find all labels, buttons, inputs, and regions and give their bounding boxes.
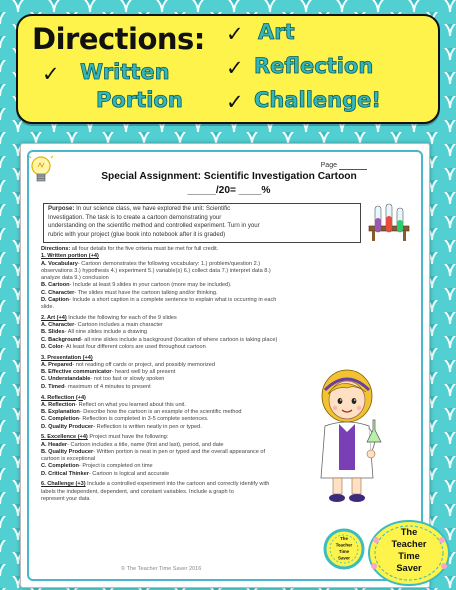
rubric-line-label: A. Header — [41, 441, 68, 448]
rubric-line-label: 3. Presentation (+4) — [41, 354, 93, 361]
rubric-line-text: - Cartoon demonstrates the following vocabulary: 1.) problem/question 2.) — [77, 260, 261, 267]
rubric-line — [41, 322, 413, 329]
rubric-line-text: - Describe how the cartoon is an example of the scientific method — [79, 409, 242, 416]
rubric-line-text: observations 3.) hypothesis 4.) experiment 5.) variable(s) 6.) collect data 7.) interpret data 8.) — [41, 267, 271, 274]
rubric-line-label: D. Critical Thinker — [41, 470, 89, 477]
rubric-line-label: 5. Excellence (+4) — [41, 434, 88, 441]
rubric-line-text: - not too fast or slowly spoken — [90, 376, 165, 383]
directions-title: Directions: — [32, 22, 205, 56]
rubric-line-label: 6. Challenge (+3) — [41, 481, 86, 488]
rubric-line-label: D. Caption — [41, 296, 69, 303]
rubric-line — [41, 315, 413, 322]
rubric-line-text: - heard well by all present — [111, 369, 176, 376]
purpose-box — [43, 203, 361, 243]
rubric-line-label: A. Vocabulary — [41, 260, 78, 267]
checkmark-icon: ✓ — [226, 56, 244, 80]
rubric-line — [41, 344, 413, 351]
rubric-line-label: 4. Reflection (+4) — [41, 394, 86, 401]
rubric-line-label: C. Background — [41, 336, 81, 343]
copyright-footer: © The Teacher Time Saver 2016 — [121, 566, 202, 572]
rubric-line-label: C. Understandable — [41, 376, 91, 383]
rubric-line — [41, 304, 413, 311]
rubric-line-label: Directions: — [41, 246, 71, 252]
rubric-line-text: represent your data — [41, 495, 90, 502]
sheet-logo-line: The — [340, 536, 348, 541]
sheet-logo-badge-icon — [323, 528, 365, 570]
rubric-line-label: B. Explanation — [41, 409, 80, 416]
rubric-line — [41, 329, 413, 336]
rubric-line-label: B. Slides — [41, 329, 65, 336]
checkmark-icon: ✓ — [226, 22, 244, 46]
checkmark-icon: ✓ — [226, 90, 244, 114]
rubric-line-label: D. Quality Producer — [41, 423, 94, 430]
rubric-line — [41, 261, 413, 268]
logo-line: Teacher — [391, 539, 427, 549]
rubric-line-text: analyze data 9.) conclusion — [41, 275, 109, 281]
rubric-line-text: - Cartoon includes a main character — [74, 322, 163, 329]
rubric-line-text: - Include a short caption in a complete sentence to explain what is occurring in each — [68, 296, 277, 303]
rubric-line-text: Include the following for each of the 9 slides — [66, 314, 177, 321]
rubric-line-text: - Reflection is completed in 3-5 complete sentences. — [78, 416, 209, 423]
rubric-line-label: C. Character — [41, 289, 75, 296]
sheet-logo-line: Time — [338, 549, 350, 554]
logo-line: Time — [398, 551, 420, 561]
rubric-line-text: - Project is completed on time — [78, 463, 153, 470]
direction-written: Written — [80, 60, 170, 84]
rubric-line-text: - Cartoon includes a title, name (first and last), period, and date — [67, 441, 224, 448]
rubric-line-text: - The slides must have the cartoon talking and/or thinking. — [74, 289, 218, 296]
purpose-line: Investigation. The task is to create a cartoon demonstrating your — [48, 213, 222, 221]
page-label: Page — [320, 162, 337, 169]
worksheet-title: Special Assignment: Scientific Investigation Cartoon — [101, 171, 357, 182]
purpose-line: understanding on the scientific method and controlled experiment. Turn in your — [48, 222, 260, 230]
rubric-line-label: 2. Art (+4) — [41, 314, 67, 321]
rubric-line-label: 1. Written portion (+4) — [41, 253, 99, 260]
sheet-logo-line: Saver — [338, 555, 350, 561]
rubric-line-text: - Cartoon is logical and accurate — [88, 470, 170, 477]
rubric-line-text: - Written portion is neat in pen or typed and the overall appearance of — [93, 448, 266, 455]
lightbulb-icon — [29, 154, 53, 188]
rubric-line-text: - maximum of 4 minutes to present — [64, 383, 151, 390]
rubric-line-label: D. Timed — [41, 383, 65, 390]
direction-reflection: Reflection — [254, 54, 374, 78]
rubric-line — [41, 268, 413, 275]
direction-art: Art — [258, 20, 295, 44]
rubric-line — [41, 275, 413, 282]
logo-line: The — [400, 527, 418, 537]
rubric-line-label: B. Cartoon — [41, 282, 70, 289]
rubric-line — [41, 253, 413, 260]
sheet-logo-line: Teacher — [335, 542, 353, 548]
rubric-line-label: A. Character — [41, 322, 75, 329]
rubric-line-label: C. Completion — [41, 463, 79, 470]
purpose-line: rubric with your project (glue book into notebook after it is graded) — [48, 230, 226, 238]
rubric-line-text: Include a controlled experiment into the cartoon and correctly identify with — [85, 481, 270, 488]
test-tubes-icon — [367, 202, 411, 242]
rubric-line-label: B. Effective communicator — [41, 369, 112, 376]
rubric-line-text: labels the independent, dependent, and constant variables. Include a graph to — [41, 488, 234, 495]
girl-scientist-illustration — [311, 366, 383, 506]
rubric-line-text: Project must have the following: — [87, 434, 169, 441]
rubric-line — [41, 337, 413, 344]
rubric-line-text: all four details for the five criteria must be met for full credit. — [70, 246, 219, 252]
rubric-line — [41, 297, 413, 304]
page-number-line — [339, 169, 367, 170]
logo-text-group — [368, 520, 450, 586]
purpose-line: Purpose: In our science class, we have explored the unit: Scientific — [48, 205, 231, 212]
rubric-line — [41, 355, 413, 362]
rubric-line-label: C. Completion — [41, 416, 79, 423]
rubric-line-text: - Include at least 9 slides in your cartoon (more may be included). — [69, 282, 232, 289]
rubric-line-text: cartoon is exceptional — [41, 456, 96, 463]
rubric-line-label: B. Quality Producer — [41, 448, 94, 455]
rubric-line-text: slide. — [41, 304, 55, 310]
direction-challenge: Challenge! — [254, 88, 381, 112]
rubric-line-text: - All nine slides include a drawing — [64, 329, 148, 336]
direction-portion: Portion — [96, 88, 183, 112]
rubric-line — [41, 246, 413, 253]
rubric-line-text: - not reading off cards or project, and possibly memorized — [72, 361, 216, 368]
rubric-line-text: - Reflect on what you learned about this unit. — [75, 401, 186, 408]
rubric-line-label: A. Prepared — [41, 361, 73, 368]
rubric-line-text: - Reflection is written neatly in pen or typed. — [93, 423, 202, 430]
rubric-line-text: - all nine slides include a background (location of where cartoon is taking place) — [80, 336, 278, 343]
score-line: _____/20= ____% — [187, 185, 271, 196]
checkmark-icon: ✓ — [42, 62, 60, 86]
directions-banner — [16, 14, 440, 124]
logo-line: Saver — [396, 563, 422, 573]
rubric-line-label: A. Reflection — [41, 401, 76, 408]
rubric-line — [41, 290, 413, 297]
rubric-line-text: - At least four different colors are used throughout cartoon — [62, 343, 206, 350]
rubric-line-label: D. Color — [41, 343, 63, 350]
rubric-line — [41, 282, 413, 289]
